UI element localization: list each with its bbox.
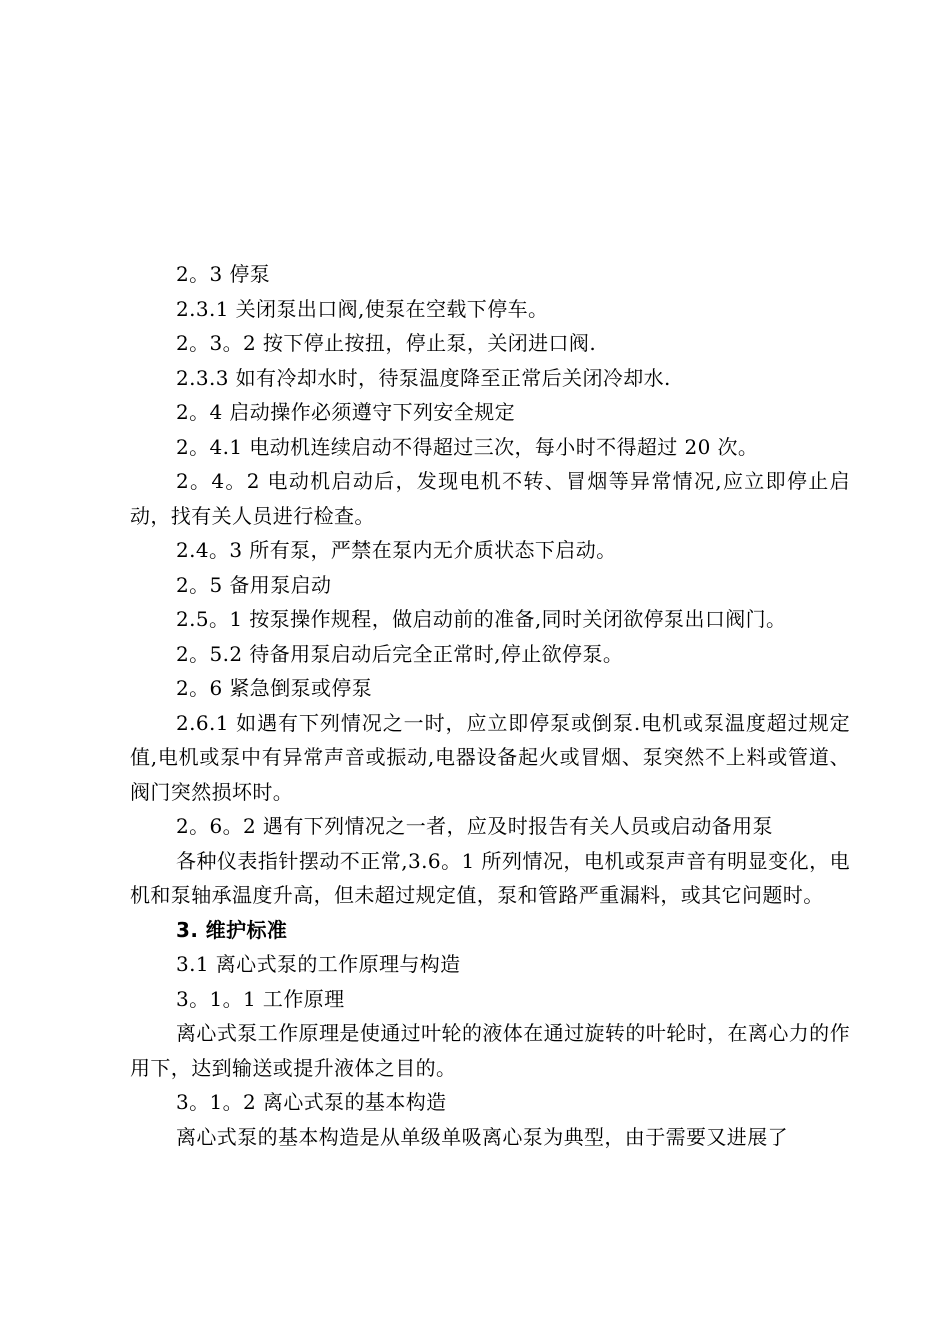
paragraph-2-5-2: 2。5.2 待备用泵启动后完全正常时,停止欲停泵。 (176, 641, 624, 666)
paragraph-2-3-3: 2.3.3 如有冷却水时，待泵温度降至正常后关闭冷却水. (176, 365, 671, 390)
paragraph-2-4: 2。4 启动操作必须遵守下列安全规定 (176, 400, 516, 424)
paragraph-2-5: 2。5 备用泵启动 (176, 572, 332, 597)
section-heading-3: 3. 维护标准 (176, 917, 288, 942)
paragraph-2-3: 2。3 停泵 (176, 262, 271, 286)
paragraph-2-6-1: 2.6.1 如遇有下列情况之一时，应立即停泵或倒泵.电机或泵温度超过规定值,电机或泵中有异常声音或振动,电器设备起火或冒烟、泵突然不上料或管道、阀门突然损坏时。 (130, 710, 850, 804)
paragraph-3-1: 3.1 离心式泵的工作原理与构造 (176, 952, 461, 976)
paragraph-instrument-conditions: 各种仪表指针摆动不正常,3.6。1 所列情况，电机或泵声音有明显变化，电机和泵轴承温度升高，但未超过规定值，泵和管路严重漏料，或其它问题时。 (130, 848, 850, 907)
paragraph-2-3-1: 2.3.1 关闭泵出口阀,使泵在空载下停车。 (176, 296, 549, 321)
paragraph-2-6: 2。6 紧急倒泵或停泵 (176, 676, 373, 700)
document-body (130, 257, 850, 1154)
paragraph-basic-structure: 离心式泵的基本构造是从单级单吸离心泵为典型，由于需要又进展了 (176, 1124, 788, 1149)
paragraph-2-6-2: 2。6。2 遇有下列情况之一者，应及时报告有关人员或启动备用泵 (176, 814, 773, 838)
paragraph-2-4-2: 2。4。2 电动机启动后，发现电机不转、冒烟等异常情况,应立即停止启动，找有关人员进行检查。 (130, 469, 850, 528)
paragraph-2-3-2: 2。3。2 按下停止按扭，停止泵，关闭进口阀. (176, 331, 597, 355)
paragraph-working-principle: 离心式泵工作原理是使通过叶轮的液体在通过旋转的叶轮时，在离心力的作用下，达到输送或提升液体之目的。 (130, 1021, 850, 1080)
paragraph-3-1-1: 3。1。1 工作原理 (176, 986, 345, 1011)
paragraph-2-4-1: 2。4.1 电动机连续启动不得超过三次，每小时不得超过 20 次。 (176, 434, 759, 459)
paragraph-3-1-2: 3。1。2 离心式泵的基本构造 (176, 1090, 447, 1114)
paragraph-2-5-1: 2.5。1 按泵操作规程，做启动前的准备,同时关闭欲停泵出口阀门。 (176, 607, 787, 631)
paragraph-2-4-3: 2.4。3 所有泵，严禁在泵内无介质状态下启动。 (176, 538, 617, 562)
